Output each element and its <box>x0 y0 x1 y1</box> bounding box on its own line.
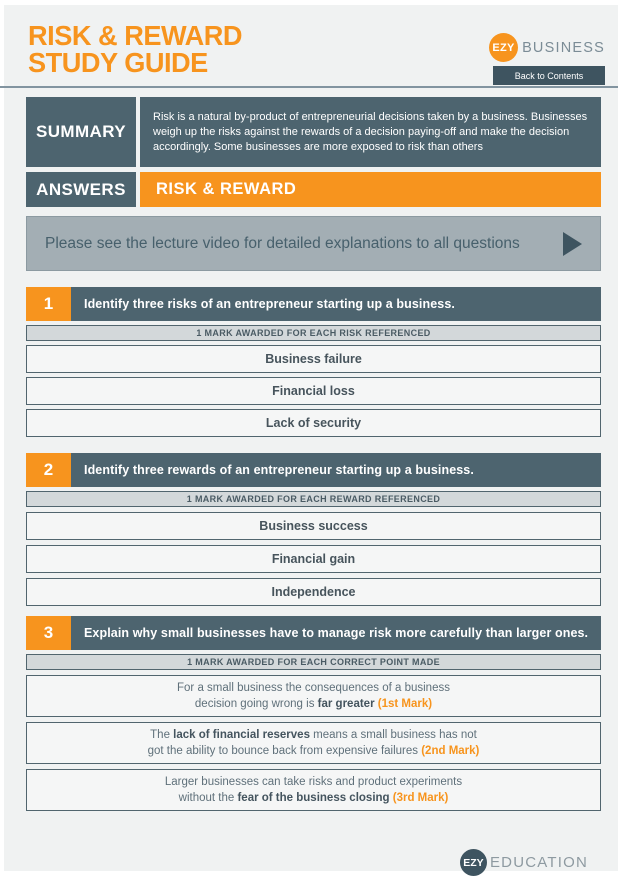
answer-line: The lack of financial reserves means a small business has not <box>150 729 477 741</box>
lecture-video-text: Please see the lecture video for detailed explanations to all questions <box>45 234 520 252</box>
mark-reference: (3rd Mark) <box>389 792 449 804</box>
answer-box: Financial gain <box>26 545 601 573</box>
brand-logo <box>489 33 605 62</box>
question-2-mark-note: 1 MARK AWARDED FOR EACH REWARD REFERENCED <box>26 491 601 507</box>
answer-box <box>26 722 601 764</box>
back-to-contents-button[interactable]: Back to Contents <box>493 66 605 85</box>
summary-paragraph: Risk is a natural by-product of entrepreneurial decisions taken by a business. Businesses weigh up the risks against the rewards of a decision paying-off and make the decision accordingly. Some businesses are more exposed to risk than others <box>153 110 588 153</box>
header-divider <box>0 86 618 88</box>
summary-label: SUMMARY <box>26 97 136 167</box>
question-1-bar <box>26 287 601 321</box>
footer-suffix-label: EDUCATION <box>489 854 588 871</box>
footer-logo <box>460 849 588 876</box>
ezy-logo-icon: EZY <box>489 33 518 62</box>
page <box>4 5 618 871</box>
question-3-mark-note: 1 MARK AWARDED FOR EACH CORRECT POINT MADE <box>26 654 601 670</box>
answer-line: Larger businesses can take risks and product experiments <box>164 776 463 788</box>
question-2-number: 2 <box>26 453 71 487</box>
question-section-1 <box>26 287 601 437</box>
summary-text <box>140 97 601 167</box>
question-1-text: Identify three risks of an entrepreneur starting up a business. <box>71 287 601 321</box>
answer-line: decision going wrong is far greater (1st Mark) <box>194 698 433 710</box>
question-3-bar <box>26 616 601 650</box>
page-title <box>28 22 242 76</box>
answers-topic: RISK & REWARD <box>140 172 601 207</box>
question-section-2 <box>26 453 601 606</box>
summary-row <box>26 97 601 167</box>
page-title-line1: RISK & REWARD <box>28 20 243 51</box>
question-section-3 <box>26 616 601 811</box>
answer-box: Lack of security <box>26 409 601 437</box>
answer-line: got the ability to bounce back from expensive failures (2nd Mark) <box>147 745 480 757</box>
mark-reference: (2nd Mark) <box>418 745 480 757</box>
answer-line: without the fear of the business closing (3rd Mark) <box>178 792 449 804</box>
ezy-footer-logo-icon: EZY <box>460 849 487 876</box>
answer-box <box>26 675 601 717</box>
answers-header-row <box>26 172 601 207</box>
question-1-number: 1 <box>26 287 71 321</box>
question-3-text: Explain why small businesses have to manage risk more carefully than larger ones. <box>71 616 601 650</box>
answers-label: ANSWERS <box>26 172 136 207</box>
mark-reference: (1st Mark) <box>374 698 433 710</box>
lecture-video-note <box>26 216 601 271</box>
brand-suffix-label: BUSINESS <box>522 39 605 56</box>
question-1-mark-note: 1 MARK AWARDED FOR EACH RISK REFERENCED <box>26 325 601 341</box>
answer-box: Independence <box>26 578 601 606</box>
question-3-number: 3 <box>26 616 71 650</box>
content <box>26 97 601 811</box>
play-icon[interactable] <box>563 232 582 256</box>
answer-box: Business success <box>26 512 601 540</box>
answer-box <box>26 769 601 811</box>
answer-box: Financial loss <box>26 377 601 405</box>
answer-line: For a small business the consequences of a business <box>177 682 450 694</box>
answer-box: Business failure <box>26 345 601 373</box>
question-2-bar <box>26 453 601 487</box>
page-title-line2: STUDY GUIDE <box>28 47 208 78</box>
question-2-text: Identify three rewards of an entrepreneur starting up a business. <box>71 453 601 487</box>
